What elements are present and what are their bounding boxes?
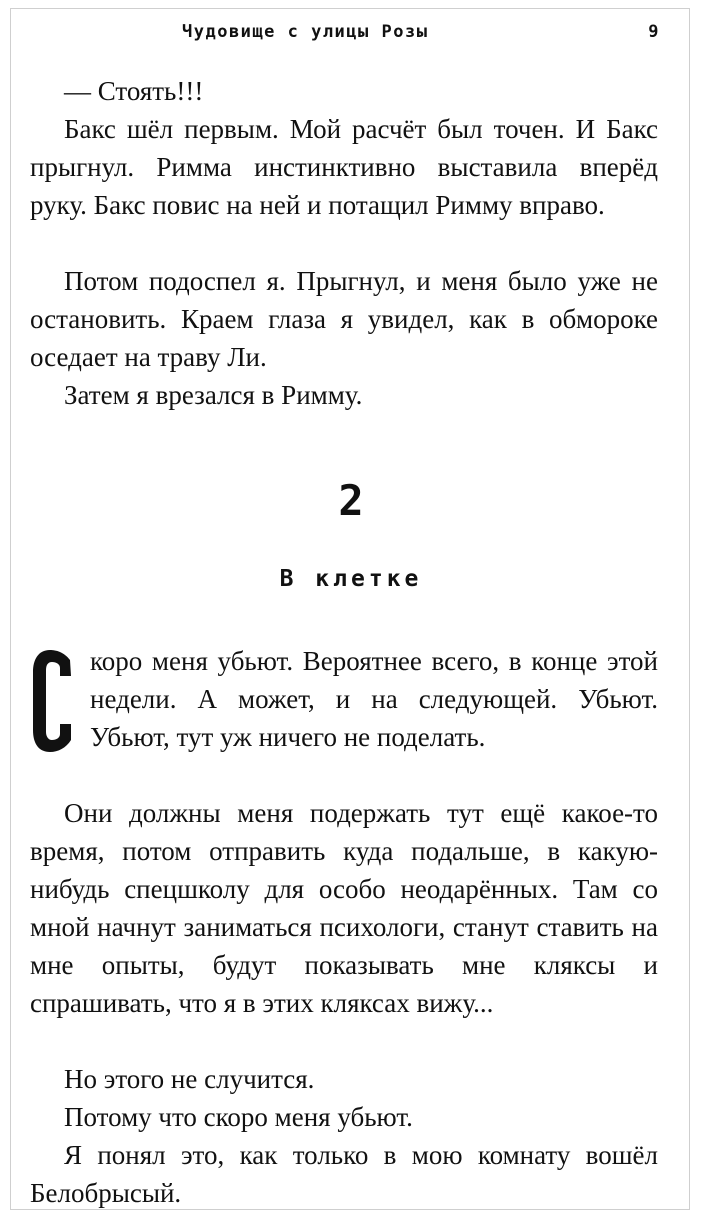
chapter-title: В клетке [279, 566, 423, 592]
running-head [0, 22, 702, 46]
paragraph-baks: Бакс шёл первым. Мой расчёт был точен. И Бакс прыгнул. Римма инстинктивно выставила вперёд руку. Бакс повис на ней и потащил Римму вправо. [30, 114, 658, 220]
opening-text: коро меня убьют. Вероятнее всего, в конце этой недели. А может, и на следующей. Убьют. Убьют, тут уж ничего не поделать. [90, 646, 658, 752]
paragraph-potom: Потом подоспел я. Прыгнул, и меня было уже не остановить. Краем глаза я увидел, как в обмороке оседает на траву Ли. [30, 266, 658, 372]
paragraph-ya: Я понял это, как только в мою комнату вошёл Белобрысый. [30, 1140, 658, 1208]
paragraph-oni: Они должны меня подержать тут ещё какое-то время, потом отправить куда подальше, в какую-нибудь спецшколу для особо неодарённых. Там со мной начнут заниматься психологи, станут ставить на мне опыты, будут показывать мне кляксы и спрашивать, что я в этих кляксах вижу... [30, 798, 658, 1018]
paragraph-potomu: Потому что скоро меня убьют. [64, 1102, 413, 1132]
drop-cap-letter [30, 648, 74, 754]
paragraph-zatem: Затем я врезался в Римму. [64, 380, 363, 410]
chapter-opening [30, 642, 658, 756]
chapter-number: 2 [338, 476, 364, 525]
page-number: 9 [648, 22, 660, 42]
drop-cap-glyph [30, 648, 74, 754]
dialogue-line: — Стоять!!! [64, 76, 204, 106]
book-title: Чудовище с улицы Розы [182, 22, 429, 42]
paragraph-no: Но этого не случится. [64, 1064, 315, 1094]
